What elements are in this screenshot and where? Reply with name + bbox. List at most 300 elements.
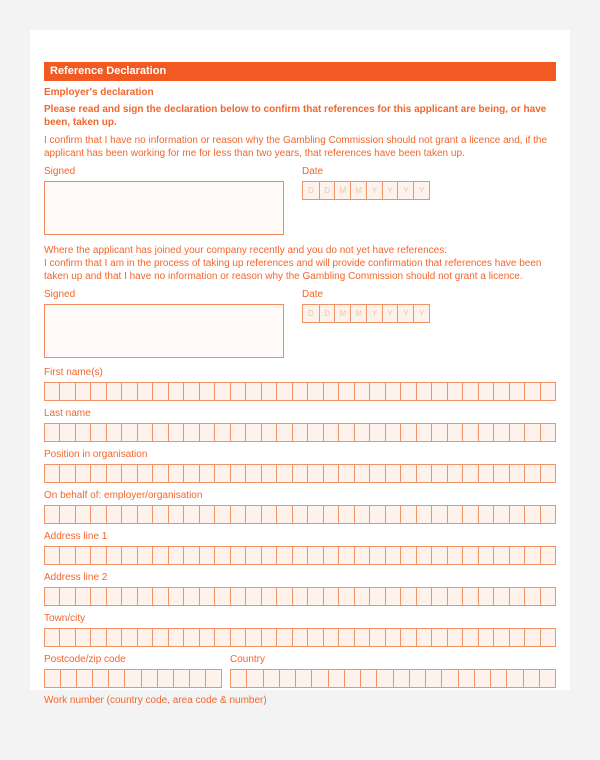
- char-cell[interactable]: [168, 424, 183, 441]
- recent-references-note: Where the applicant has joined your company recently and you do not yet have references:: [44, 245, 448, 256]
- char-cell[interactable]: [168, 629, 183, 646]
- char-cell[interactable]: [292, 424, 307, 441]
- char-cell[interactable]: [183, 465, 198, 482]
- char-cell[interactable]: [199, 629, 214, 646]
- char-cell[interactable]: [230, 629, 245, 646]
- char-cell[interactable]: [141, 670, 157, 687]
- char-cell[interactable]: [400, 547, 415, 564]
- char-cell[interactable]: [509, 383, 524, 400]
- char-cell[interactable]: [344, 670, 360, 687]
- char-cell[interactable]: [90, 588, 105, 605]
- char-cell[interactable]: [462, 588, 477, 605]
- char-cell[interactable]: [493, 506, 508, 523]
- char-cell[interactable]: [199, 588, 214, 605]
- char-cell[interactable]: [205, 670, 221, 687]
- char-cell[interactable]: D: [303, 305, 319, 322]
- char-cell[interactable]: [416, 547, 431, 564]
- char-cell[interactable]: [60, 670, 76, 687]
- char-cell[interactable]: [90, 383, 105, 400]
- char-cell[interactable]: [323, 506, 338, 523]
- char-cell[interactable]: [354, 465, 369, 482]
- char-cell[interactable]: [279, 670, 295, 687]
- char-cell[interactable]: [106, 424, 121, 441]
- char-cell[interactable]: [121, 547, 136, 564]
- char-cell[interactable]: [416, 629, 431, 646]
- char-cell[interactable]: [245, 588, 260, 605]
- char-cell[interactable]: [121, 629, 136, 646]
- char-cell[interactable]: [447, 506, 462, 523]
- char-cell[interactable]: [490, 670, 506, 687]
- char-cell[interactable]: [462, 424, 477, 441]
- char-cell[interactable]: [292, 465, 307, 482]
- char-cell[interactable]: [385, 424, 400, 441]
- char-cell[interactable]: [369, 424, 384, 441]
- char-cell[interactable]: [45, 629, 59, 646]
- char-cell[interactable]: Y: [397, 305, 413, 322]
- char-cell[interactable]: [168, 547, 183, 564]
- char-cell[interactable]: [137, 547, 152, 564]
- char-cell[interactable]: [106, 629, 121, 646]
- char-cell[interactable]: [75, 465, 90, 482]
- char-cell[interactable]: Y: [382, 305, 398, 322]
- char-cell[interactable]: [106, 547, 121, 564]
- char-cell[interactable]: [121, 383, 136, 400]
- char-cell[interactable]: [90, 465, 105, 482]
- date-column-1: [302, 166, 430, 200]
- char-cell[interactable]: [385, 547, 400, 564]
- char-cell[interactable]: [431, 424, 446, 441]
- char-cell[interactable]: [431, 383, 446, 400]
- char-cell[interactable]: D: [303, 182, 319, 199]
- char-cell[interactable]: [509, 629, 524, 646]
- char-cell[interactable]: [45, 465, 59, 482]
- char-cell[interactable]: [540, 588, 555, 605]
- postcode-input: [44, 669, 222, 688]
- char-cell[interactable]: [328, 670, 344, 687]
- char-cell[interactable]: [524, 629, 539, 646]
- char-cell[interactable]: [338, 424, 353, 441]
- char-cell[interactable]: [524, 588, 539, 605]
- char-cell[interactable]: [261, 383, 276, 400]
- char-cell[interactable]: [230, 547, 245, 564]
- char-cell[interactable]: [540, 465, 555, 482]
- char-cell[interactable]: [292, 506, 307, 523]
- char-cell[interactable]: [59, 383, 74, 400]
- char-cell[interactable]: Y: [366, 182, 382, 199]
- char-cell[interactable]: [369, 629, 384, 646]
- char-cell[interactable]: [307, 506, 322, 523]
- char-cell[interactable]: [540, 506, 555, 523]
- char-cell[interactable]: [183, 383, 198, 400]
- char-cell[interactable]: [400, 465, 415, 482]
- char-cell[interactable]: [90, 547, 105, 564]
- char-cell[interactable]: [263, 670, 279, 687]
- char-cell[interactable]: [214, 383, 229, 400]
- char-cell[interactable]: [261, 465, 276, 482]
- char-cell[interactable]: [323, 465, 338, 482]
- char-cell[interactable]: [307, 547, 322, 564]
- char-cell[interactable]: [478, 383, 493, 400]
- char-cell[interactable]: [121, 588, 136, 605]
- char-cell[interactable]: [524, 383, 539, 400]
- char-cell[interactable]: [214, 424, 229, 441]
- char-cell[interactable]: [45, 547, 59, 564]
- char-cell[interactable]: [509, 424, 524, 441]
- char-cell[interactable]: [199, 383, 214, 400]
- char-cell[interactable]: [59, 424, 74, 441]
- char-cell[interactable]: [276, 629, 291, 646]
- char-cell[interactable]: [137, 465, 152, 482]
- char-cell[interactable]: [261, 588, 276, 605]
- char-cell[interactable]: [462, 506, 477, 523]
- char-cell[interactable]: [152, 547, 167, 564]
- char-cell[interactable]: [493, 465, 508, 482]
- signature-date-row-2: [44, 289, 556, 358]
- date-field-2: [302, 304, 430, 323]
- char-cell[interactable]: [276, 547, 291, 564]
- char-cell[interactable]: [338, 465, 353, 482]
- char-cell[interactable]: Y: [413, 182, 429, 199]
- char-cell[interactable]: [137, 383, 152, 400]
- char-cell[interactable]: [462, 547, 477, 564]
- char-cell[interactable]: [231, 670, 246, 687]
- char-cell[interactable]: [45, 424, 59, 441]
- on-behalf-label: On behalf of: employer/organisation: [44, 490, 203, 501]
- char-cell[interactable]: [354, 588, 369, 605]
- char-cell[interactable]: [400, 506, 415, 523]
- char-cell[interactable]: [137, 424, 152, 441]
- char-cell[interactable]: [493, 383, 508, 400]
- char-cell[interactable]: [183, 424, 198, 441]
- char-cell[interactable]: [431, 547, 446, 564]
- address-line-1-label: Address line 1: [44, 531, 108, 542]
- char-cell[interactable]: [540, 383, 555, 400]
- char-cell[interactable]: [168, 383, 183, 400]
- char-cell[interactable]: [246, 670, 262, 687]
- char-cell[interactable]: [354, 629, 369, 646]
- char-cell[interactable]: [152, 629, 167, 646]
- char-cell[interactable]: [230, 424, 245, 441]
- char-cell[interactable]: [524, 547, 539, 564]
- char-cell[interactable]: [121, 506, 136, 523]
- char-cell[interactable]: [524, 506, 539, 523]
- char-cell[interactable]: [323, 424, 338, 441]
- char-cell[interactable]: [108, 670, 124, 687]
- char-cell[interactable]: [400, 424, 415, 441]
- char-cell[interactable]: [90, 424, 105, 441]
- char-cell[interactable]: [323, 629, 338, 646]
- char-cell[interactable]: [493, 629, 508, 646]
- char-cell[interactable]: [214, 629, 229, 646]
- char-cell[interactable]: [292, 629, 307, 646]
- char-cell[interactable]: D: [319, 182, 335, 199]
- char-cell[interactable]: [59, 506, 74, 523]
- char-cell[interactable]: [458, 670, 474, 687]
- char-cell[interactable]: [393, 670, 409, 687]
- char-cell[interactable]: [441, 670, 457, 687]
- char-cell[interactable]: [493, 547, 508, 564]
- char-cell[interactable]: [385, 383, 400, 400]
- char-cell[interactable]: Y: [413, 305, 429, 322]
- char-cell[interactable]: [539, 670, 555, 687]
- char-cell[interactable]: [369, 506, 384, 523]
- char-cell[interactable]: [447, 588, 462, 605]
- instruction-text: Please read and sign the declaration below to confirm that references for this applicant are being, or have been, taken up.: [44, 104, 547, 128]
- char-cell[interactable]: [45, 383, 59, 400]
- char-cell[interactable]: [369, 588, 384, 605]
- char-cell[interactable]: [338, 588, 353, 605]
- char-cell[interactable]: [245, 547, 260, 564]
- on-behalf-input: [44, 505, 556, 524]
- char-cell[interactable]: [230, 588, 245, 605]
- char-cell[interactable]: [59, 465, 74, 482]
- char-cell[interactable]: [416, 588, 431, 605]
- char-cell[interactable]: [462, 629, 477, 646]
- char-cell[interactable]: [338, 506, 353, 523]
- char-cell[interactable]: [261, 424, 276, 441]
- char-cell[interactable]: [245, 629, 260, 646]
- char-cell[interactable]: Y: [366, 305, 382, 322]
- char-cell[interactable]: [214, 465, 229, 482]
- char-cell[interactable]: [385, 629, 400, 646]
- char-cell[interactable]: [152, 383, 167, 400]
- char-cell[interactable]: [478, 506, 493, 523]
- char-cell[interactable]: [168, 588, 183, 605]
- char-cell[interactable]: [199, 506, 214, 523]
- char-cell[interactable]: [506, 670, 522, 687]
- char-cell[interactable]: [214, 506, 229, 523]
- char-cell[interactable]: [90, 506, 105, 523]
- char-cell[interactable]: [311, 670, 327, 687]
- char-cell[interactable]: [292, 383, 307, 400]
- char-cell[interactable]: [152, 424, 167, 441]
- char-cell[interactable]: M: [334, 182, 350, 199]
- char-cell[interactable]: [416, 506, 431, 523]
- char-cell[interactable]: [183, 547, 198, 564]
- signature-box-2[interactable]: [44, 304, 284, 358]
- char-cell[interactable]: [76, 670, 92, 687]
- char-cell[interactable]: M: [350, 305, 366, 322]
- char-cell[interactable]: [540, 629, 555, 646]
- char-cell[interactable]: [431, 588, 446, 605]
- char-cell[interactable]: [369, 383, 384, 400]
- char-cell[interactable]: [245, 506, 260, 523]
- char-cell[interactable]: [425, 670, 441, 687]
- char-cell[interactable]: [276, 588, 291, 605]
- char-cell[interactable]: [338, 629, 353, 646]
- char-cell[interactable]: [416, 424, 431, 441]
- char-cell[interactable]: [92, 670, 108, 687]
- char-cell[interactable]: [199, 547, 214, 564]
- char-cell[interactable]: [75, 383, 90, 400]
- char-cell[interactable]: [462, 465, 477, 482]
- char-cell[interactable]: [75, 547, 90, 564]
- postcode-label: Postcode/zip code: [44, 654, 126, 665]
- work-number-label: Work number (country code, area code & number): [44, 695, 267, 706]
- char-cell[interactable]: [354, 547, 369, 564]
- char-cell[interactable]: [245, 424, 260, 441]
- char-cell[interactable]: [354, 506, 369, 523]
- char-cell[interactable]: D: [319, 305, 335, 322]
- char-cell[interactable]: [106, 588, 121, 605]
- char-cell[interactable]: [354, 383, 369, 400]
- char-cell[interactable]: Y: [382, 182, 398, 199]
- char-cell[interactable]: [276, 506, 291, 523]
- char-cell[interactable]: [323, 383, 338, 400]
- section-title: Employer's declaration: [44, 87, 154, 98]
- char-cell[interactable]: [106, 506, 121, 523]
- char-cell[interactable]: [124, 670, 140, 687]
- char-cell[interactable]: [400, 629, 415, 646]
- char-cell[interactable]: [369, 465, 384, 482]
- char-cell[interactable]: [152, 588, 167, 605]
- field-country: [230, 654, 556, 688]
- char-cell[interactable]: [509, 547, 524, 564]
- char-cell[interactable]: [493, 588, 508, 605]
- char-cell[interactable]: [106, 465, 121, 482]
- char-cell[interactable]: [447, 383, 462, 400]
- char-cell[interactable]: [157, 670, 173, 687]
- char-cell[interactable]: [524, 465, 539, 482]
- char-cell[interactable]: [493, 424, 508, 441]
- char-cell[interactable]: [540, 424, 555, 441]
- char-cell[interactable]: [416, 465, 431, 482]
- form-title-bar: Reference Declaration: [44, 62, 556, 81]
- char-cell[interactable]: [431, 629, 446, 646]
- char-cell[interactable]: [106, 383, 121, 400]
- char-cell[interactable]: [540, 547, 555, 564]
- char-cell[interactable]: [152, 465, 167, 482]
- char-cell[interactable]: [323, 547, 338, 564]
- char-cell[interactable]: [509, 588, 524, 605]
- char-cell[interactable]: [168, 465, 183, 482]
- char-cell[interactable]: [276, 383, 291, 400]
- signature-column-2: [44, 289, 284, 358]
- char-cell[interactable]: [523, 670, 539, 687]
- char-cell[interactable]: [245, 465, 260, 482]
- char-cell[interactable]: [45, 506, 59, 523]
- char-cell[interactable]: [509, 465, 524, 482]
- char-cell[interactable]: [400, 383, 415, 400]
- char-cell[interactable]: [292, 547, 307, 564]
- char-cell[interactable]: [478, 629, 493, 646]
- char-cell[interactable]: [137, 506, 152, 523]
- char-cell[interactable]: [400, 588, 415, 605]
- char-cell[interactable]: [230, 506, 245, 523]
- char-cell[interactable]: [447, 424, 462, 441]
- char-cell[interactable]: [354, 424, 369, 441]
- char-cell[interactable]: [230, 383, 245, 400]
- char-cell[interactable]: [478, 465, 493, 482]
- char-cell[interactable]: [409, 670, 425, 687]
- char-cell[interactable]: [121, 465, 136, 482]
- declaration-text-1: I confirm that I have no information or reason why the Gambling Commission should not grant a licence and, if the applicant has been working for me for less than two years, that references have been taken up.: [44, 135, 548, 159]
- char-cell[interactable]: [45, 670, 60, 687]
- char-cell[interactable]: [431, 465, 446, 482]
- char-cell[interactable]: [276, 424, 291, 441]
- char-cell[interactable]: [45, 588, 59, 605]
- date-column-2: [302, 289, 430, 323]
- char-cell[interactable]: [199, 424, 214, 441]
- char-cell[interactable]: [183, 629, 198, 646]
- char-cell[interactable]: [168, 506, 183, 523]
- char-cell[interactable]: [474, 670, 490, 687]
- char-cell[interactable]: [75, 588, 90, 605]
- address-line-1-input: [44, 546, 556, 565]
- field-town-city: [44, 613, 556, 647]
- char-cell[interactable]: [524, 424, 539, 441]
- char-cell[interactable]: [338, 547, 353, 564]
- char-cell[interactable]: [385, 465, 400, 482]
- char-cell[interactable]: [183, 506, 198, 523]
- char-cell[interactable]: [245, 383, 260, 400]
- char-cell[interactable]: [385, 588, 400, 605]
- char-cell[interactable]: [292, 588, 307, 605]
- char-cell[interactable]: [199, 465, 214, 482]
- char-cell[interactable]: [230, 465, 245, 482]
- char-cell[interactable]: [295, 670, 311, 687]
- char-cell[interactable]: Y: [397, 182, 413, 199]
- char-cell[interactable]: M: [350, 182, 366, 199]
- field-last-name: [44, 408, 556, 442]
- char-cell[interactable]: [137, 629, 152, 646]
- char-cell[interactable]: [90, 629, 105, 646]
- char-cell[interactable]: [214, 547, 229, 564]
- char-cell[interactable]: [75, 506, 90, 523]
- char-cell[interactable]: [189, 670, 205, 687]
- char-cell[interactable]: [261, 629, 276, 646]
- char-cell[interactable]: [59, 588, 74, 605]
- char-cell[interactable]: [183, 588, 198, 605]
- char-cell[interactable]: [369, 547, 384, 564]
- char-cell[interactable]: [416, 383, 431, 400]
- char-cell[interactable]: [447, 465, 462, 482]
- char-cell[interactable]: [152, 506, 167, 523]
- char-cell[interactable]: [307, 588, 322, 605]
- char-cell[interactable]: [431, 506, 446, 523]
- char-cell[interactable]: [478, 424, 493, 441]
- char-cell[interactable]: [261, 506, 276, 523]
- char-cell[interactable]: [307, 424, 322, 441]
- char-cell[interactable]: [338, 383, 353, 400]
- char-cell[interactable]: [75, 424, 90, 441]
- char-cell[interactable]: [307, 629, 322, 646]
- char-cell[interactable]: [276, 465, 291, 482]
- char-cell[interactable]: [462, 383, 477, 400]
- char-cell[interactable]: [509, 506, 524, 523]
- char-cell[interactable]: [59, 629, 74, 646]
- char-cell[interactable]: [137, 588, 152, 605]
- char-cell[interactable]: [261, 547, 276, 564]
- char-cell[interactable]: M: [334, 305, 350, 322]
- char-cell[interactable]: [360, 670, 376, 687]
- char-cell[interactable]: [307, 465, 322, 482]
- char-cell[interactable]: [478, 588, 493, 605]
- char-cell[interactable]: [173, 670, 189, 687]
- char-cell[interactable]: [447, 547, 462, 564]
- char-cell[interactable]: [478, 547, 493, 564]
- char-cell[interactable]: [59, 547, 74, 564]
- char-cell[interactable]: [323, 588, 338, 605]
- char-cell[interactable]: [447, 629, 462, 646]
- char-cell[interactable]: [75, 629, 90, 646]
- signature-box-1[interactable]: [44, 181, 284, 235]
- char-cell[interactable]: [385, 506, 400, 523]
- char-cell[interactable]: [121, 424, 136, 441]
- char-cell[interactable]: [307, 383, 322, 400]
- char-cell[interactable]: [376, 670, 392, 687]
- char-cell[interactable]: [214, 588, 229, 605]
